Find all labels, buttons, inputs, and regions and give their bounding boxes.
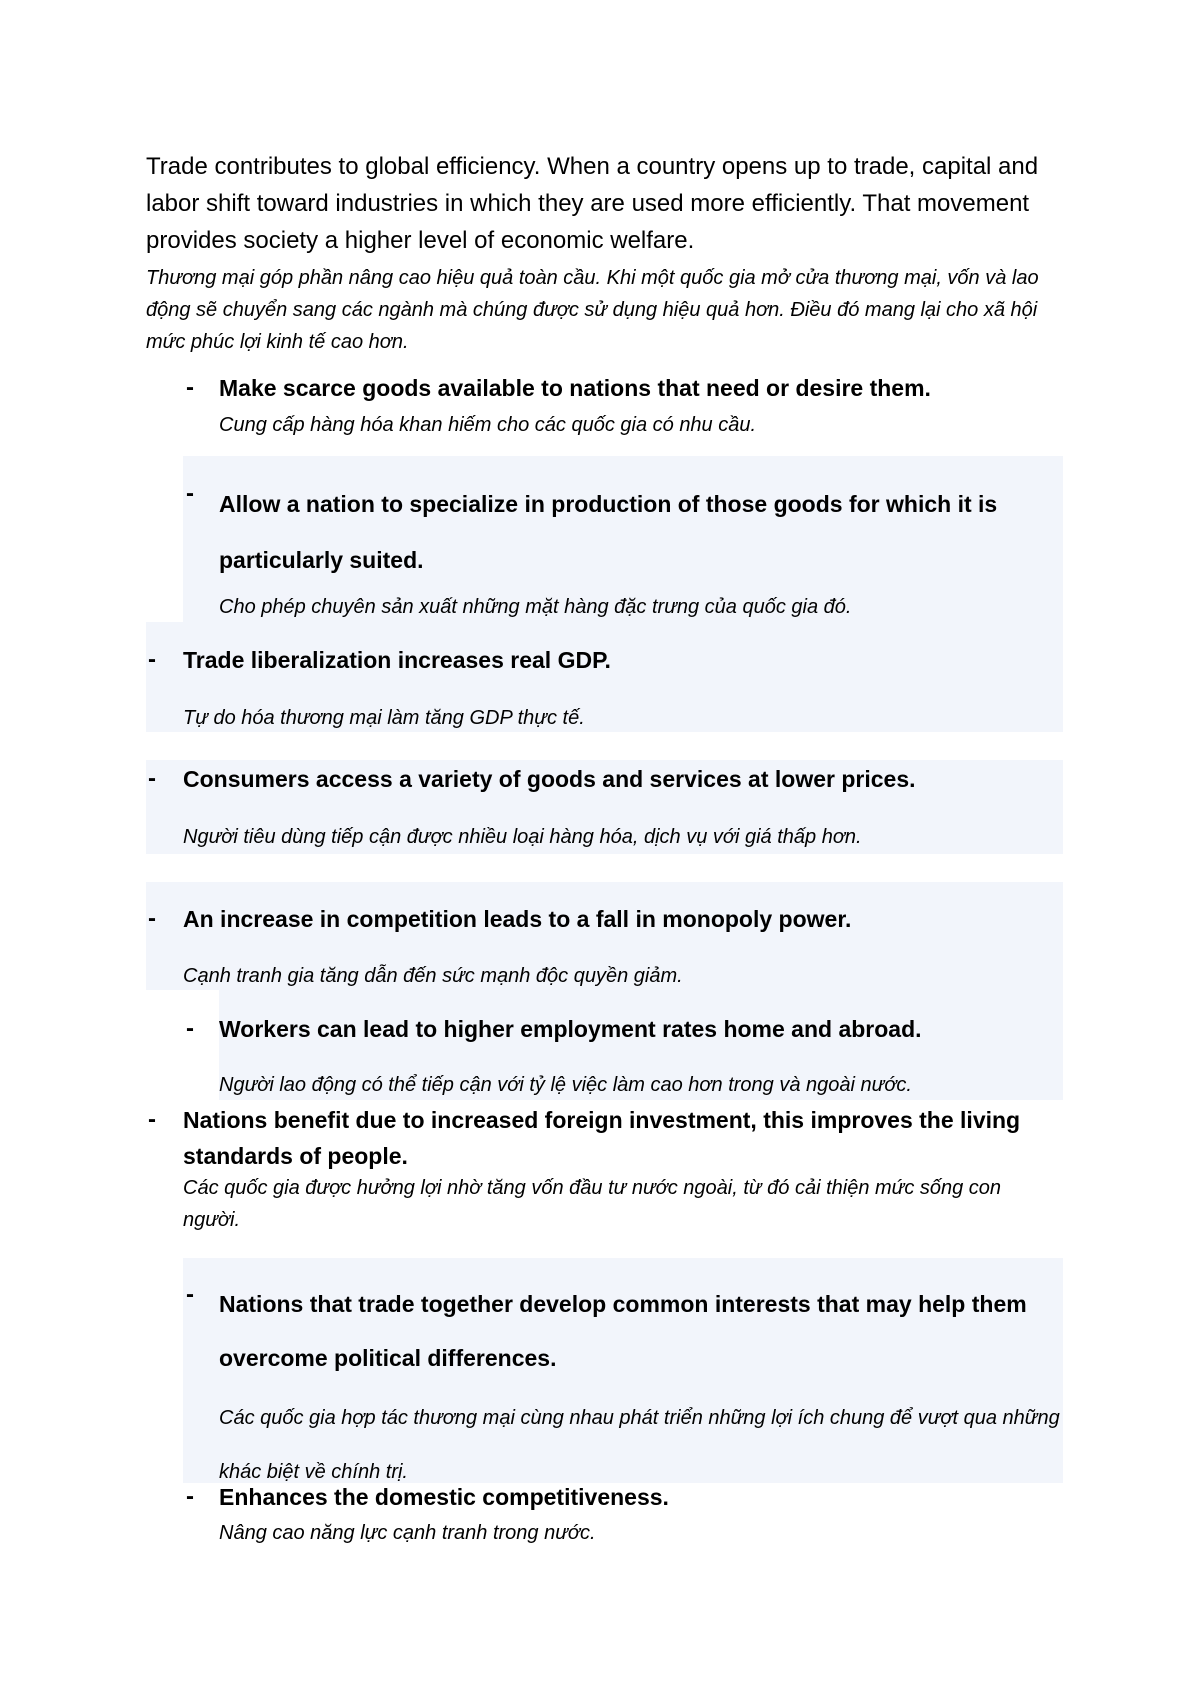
item-english: An increase in competition leads to a fall in monopoly power.	[183, 906, 852, 932]
item-english: Trade liberalization increases real GDP.	[183, 647, 611, 673]
item-english: Make scarce goods available to nations that need or desire them.	[219, 375, 931, 401]
item-english: Consumers access a variety of goods and services at lower prices.	[183, 766, 916, 792]
intro-vietnamese: Thương mại góp phần nâng cao hiệu quả toàn cầu. Khi một quốc gia mở cửa thương mại, vốn và lao động sẽ chuyển sang các ngành mà chúng được sử dụng hiệu quả hơn. Điều đó mang lại cho xã hội mức phúc lợi kinh tế cao hơn.	[146, 267, 1039, 353]
intro-english: Trade contributes to global efficiency. When a country opens up to trade, capital and labor shift toward industries in which they are used more efficiently. That movement provides society a higher level of economic welfare.	[146, 153, 1039, 254]
item-vietnamese: Cung cấp hàng hóa khan hiếm cho các quốc gia có nhu cầu.	[219, 414, 757, 436]
item-vietnamese: Người tiêu dùng tiếp cận được nhiều loại hàng hóa, dịch vụ với giá thấp hơn.	[183, 826, 862, 848]
item-vietnamese: Tự do hóa thương mại làm tăng GDP thực tế.	[183, 707, 585, 729]
item-vietnamese: Cho phép chuyên sản xuất những mặt hàng đặc trưng của quốc gia đó.	[219, 596, 852, 618]
item-english: Nations benefit due to increased foreign investment, this improves the living standards of people.	[183, 1107, 1021, 1169]
item-vietnamese: Các quốc gia được hưởng lợi nhờ tăng vốn đầu tư nước ngoài, từ đó cải thiện mức sống con người.	[183, 1177, 1002, 1231]
item-english: Nations that trade together develop common interests that may help them overcome political differences.	[219, 1291, 1027, 1371]
item-vietnamese: Người lao động có thể tiếp cận với tỷ lệ việc làm cao hơn trong và ngoài nước.	[219, 1074, 912, 1096]
item-english: Allow a nation to specialize in production of those goods for which it is particularly suited.	[219, 491, 998, 573]
item-vietnamese: Cạnh tranh gia tăng dẫn đến sức mạnh độc quyền giảm.	[183, 965, 683, 987]
bullet-dash: -	[148, 905, 156, 932]
bullet-dash: -	[186, 374, 194, 401]
bullet-dash: -	[186, 1483, 194, 1510]
bullet-dash: -	[186, 480, 194, 507]
bullet-dash: -	[186, 1015, 194, 1042]
bullet-dash: -	[148, 1106, 156, 1133]
bullet-dash: -	[148, 646, 156, 673]
bullet-dash: -	[186, 1281, 194, 1308]
bullet-dash: -	[148, 765, 156, 792]
item-vietnamese: Nâng cao năng lực cạnh tranh trong nước.	[219, 1522, 596, 1544]
item-english: Enhances the domestic competitiveness.	[219, 1484, 669, 1510]
item-english: Workers can lead to higher employment rates home and abroad.	[219, 1016, 922, 1042]
item-vietnamese: Các quốc gia hợp tác thương mại cùng nhau phát triển những lợi ích chung để vượt qua những khác biệt về chính trị.	[219, 1407, 1060, 1483]
